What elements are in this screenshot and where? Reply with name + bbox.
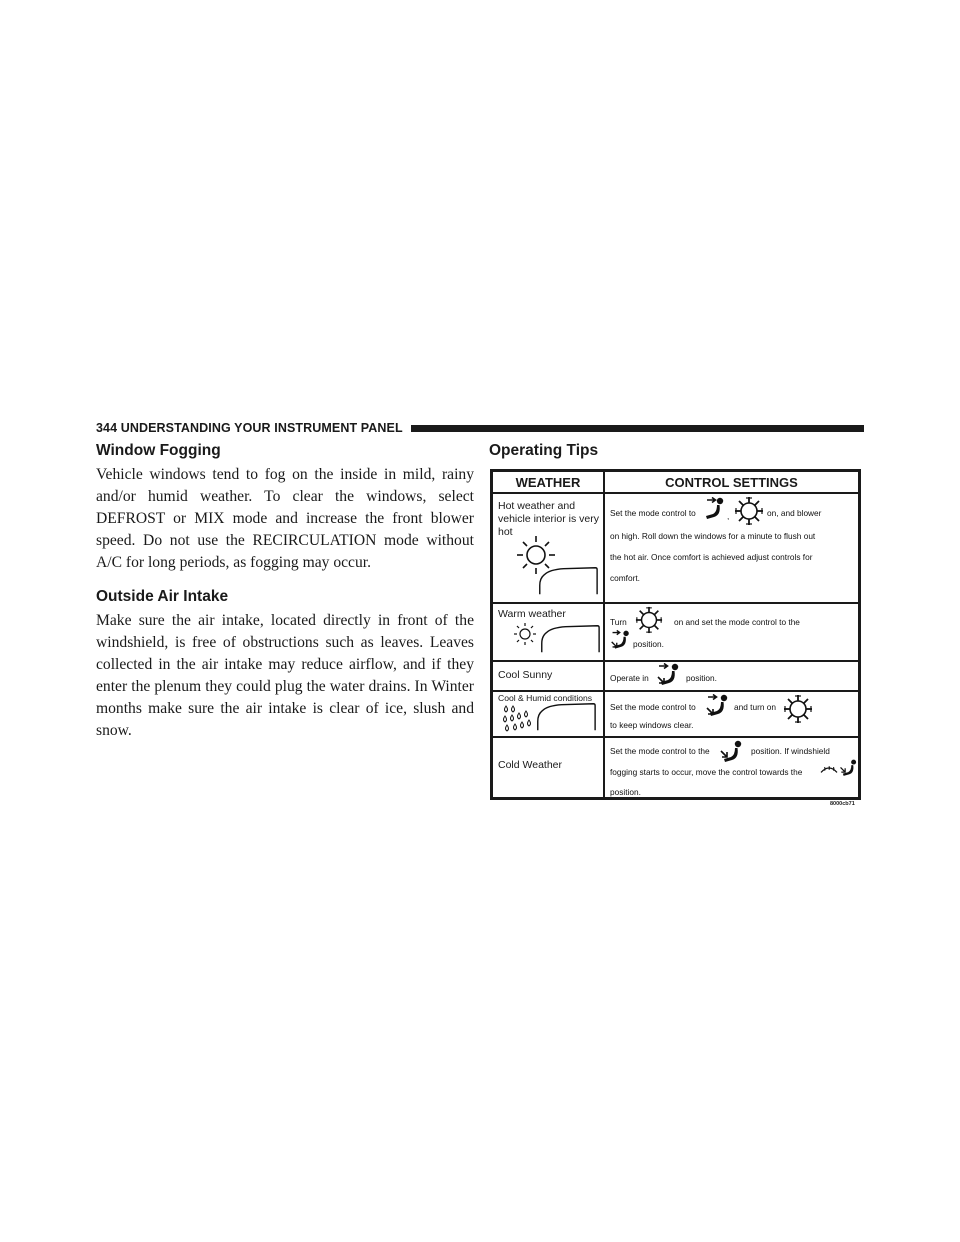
setting-text: on high. Roll down the windows for a minute to flush out: [610, 531, 816, 541]
weather-label: Warm weather: [498, 608, 566, 620]
setting-text: fogging starts to occur, move the control towards the: [610, 767, 803, 777]
operating-tips-table: [490, 469, 861, 800]
ac-snowflake-icon: [635, 606, 663, 634]
operating-tips-title: Operating Tips: [489, 442, 599, 459]
setting-text: Set the mode control to: [610, 702, 696, 712]
page-header: [96, 420, 864, 436]
setting-text: position. If windshield: [751, 746, 830, 756]
setting-text: to keep windows clear.: [610, 720, 694, 730]
setting-text: the hot air. Once comfort is achieved adjust controls for: [610, 552, 813, 562]
setting-text: Set the mode control to the: [610, 746, 710, 756]
rain-drops-icon: [501, 704, 539, 734]
panel-mode-icon: [704, 497, 726, 523]
bilevel-mode-icon: [705, 694, 731, 720]
figure-code: 8000cb71: [830, 801, 855, 807]
setting-text: position.: [610, 787, 641, 797]
bilevel-mode-icon: [656, 663, 682, 689]
weather-label: Hot weather and vehicle interior is very hot: [498, 500, 599, 538]
floor-mode-icon: [719, 740, 745, 766]
setting-text: on and set the mode control to the: [674, 617, 800, 627]
table-row: [493, 692, 858, 738]
setting-text: position.: [633, 639, 664, 649]
small-sun-icon: [513, 622, 537, 646]
table-row: [493, 662, 858, 692]
setting-text: position.: [686, 673, 717, 683]
table-row: [493, 604, 858, 662]
outside-air-body: Make sure the air intake, located directly in front of the windshield, is free of obstructions such as leaves. Leaves collected in the air intake may reduce airflow, and if they enter the plenum they could plug the water drains. In Winter months make sure the air intake is clear of ice, slush and snow.: [96, 612, 474, 739]
ac-snowflake-icon: [734, 496, 764, 526]
setting-text: Set the mode control to: [610, 508, 696, 518]
window-fogging-title: Window Fogging: [96, 442, 221, 459]
table-row: [493, 494, 858, 604]
weather-label: Cool & Humid conditions: [498, 693, 593, 703]
floor-mode-icon: [839, 758, 859, 780]
weather-label: Cool Sunny: [498, 669, 553, 681]
setting-text: and turn on: [734, 702, 776, 712]
outside-air-title: Outside Air Intake: [96, 588, 229, 605]
bilevel-mode-icon: [610, 629, 632, 653]
left-column: [96, 442, 474, 742]
windshield-icon: [539, 624, 601, 654]
table-row: [493, 738, 858, 800]
setting-text: Operate in: [610, 673, 649, 683]
ac-snowflake-icon: [783, 694, 813, 724]
setting-text: on, and blower: [767, 508, 822, 518]
setting-text: Turn: [610, 617, 627, 627]
setting-text: ,: [727, 511, 730, 521]
right-column: [489, 442, 864, 464]
page-number-title: 344 UNDERSTANDING YOUR INSTRUMENT PANEL: [96, 421, 403, 435]
window-fogging-body: Vehicle windows tend to fog on the inside in mild, rainy and/or humid weather. To clear the windows, select DEFROST or MIX mode and increase the front blower speed. Do not use the RECIRCULATION mode without A/C for long periods, as fogging may occur.: [96, 466, 474, 571]
column-divider: [603, 472, 605, 797]
windshield-icon: [535, 702, 597, 732]
weather-label: Cold Weather: [498, 759, 563, 771]
table-header-row: [493, 472, 858, 494]
setting-text: comfort.: [610, 573, 640, 583]
windshield-icon: [537, 566, 599, 596]
defrost-icon: [819, 760, 839, 776]
header-rule: [411, 425, 864, 432]
weather-column-header: WEATHER: [515, 475, 581, 490]
control-settings-column-header: CONTROL SETTINGS: [665, 475, 798, 490]
